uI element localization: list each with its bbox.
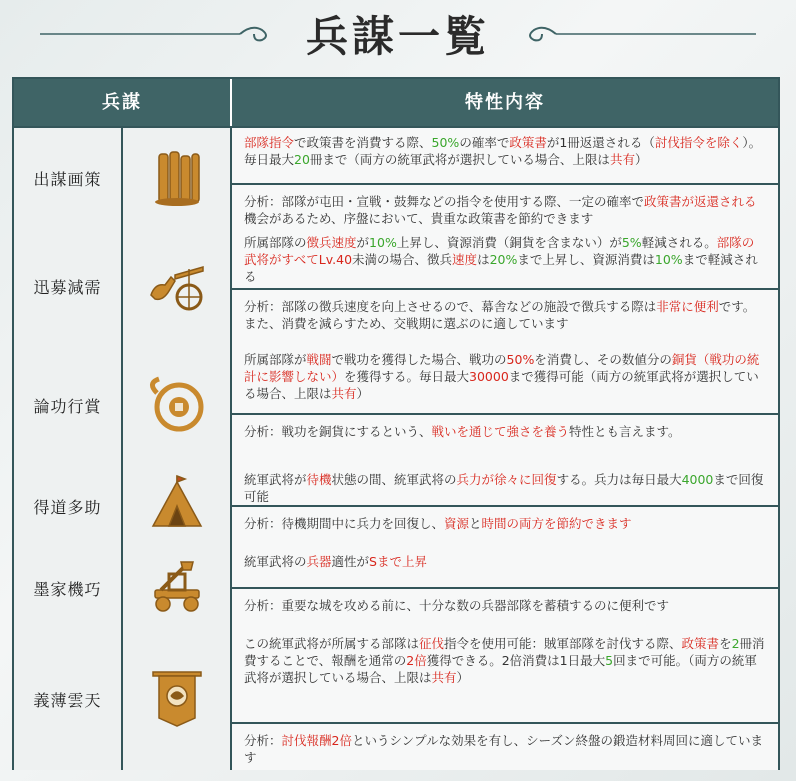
text-segment: 非常に便利 xyxy=(656,299,719,314)
text-segment: と xyxy=(469,516,482,531)
coin-ring-icon xyxy=(145,373,209,437)
analysis-description xyxy=(232,507,778,547)
banner-icon xyxy=(145,668,209,732)
text-segment: で戦功を獲得した場合、戦功の xyxy=(331,352,507,367)
text-segment: 4000 xyxy=(681,472,714,487)
scroll-bundle-icon xyxy=(145,146,209,210)
text-segment: 兵器 xyxy=(306,554,332,569)
text-segment: 指令を使用可能：賊軍部隊を討伐する際、 xyxy=(444,636,682,651)
text-segment: 徴兵速度 xyxy=(306,235,357,250)
strategy-name: 得道多助 xyxy=(14,465,121,547)
text-segment: を消費し、その数値分の xyxy=(534,352,672,367)
analysis-description xyxy=(232,415,778,465)
text-segment: を xyxy=(719,636,732,651)
text-segment: は xyxy=(477,252,490,267)
text-segment: 戦いを通じて強さを養う xyxy=(431,424,570,439)
text-segment: 資源 xyxy=(444,516,470,531)
strategy-table xyxy=(12,77,780,770)
text-segment: まで獲得可能（両方の統軍武将が選択している場合、上限は xyxy=(244,369,759,401)
effect-description xyxy=(232,547,778,587)
text-segment: 時間の両方を節約できます xyxy=(481,516,632,531)
text-segment: 分析： xyxy=(244,733,282,748)
text-segment: 特性とも言えます。 xyxy=(569,424,681,439)
text-segment: 政策書が返還される xyxy=(644,194,757,209)
text-segment: 10% xyxy=(369,235,397,250)
text-segment: というシンプルな効果を有し、シーズン終盤の鍛造材料周回に適しています xyxy=(244,733,764,765)
text-segment: まで軽減される xyxy=(244,252,758,284)
page-title: 兵謀一覧 xyxy=(305,12,490,61)
title-ornament-right xyxy=(516,24,756,44)
text-segment: 状態の間、統軍武将の xyxy=(331,472,457,487)
effect-description xyxy=(232,465,778,505)
text-segment: 上昇し、資源消費（銅貨を含まない）が xyxy=(396,235,622,250)
text-segment: で政策書を消費する際、 xyxy=(294,135,432,150)
text-segment: 討伐指令を除く xyxy=(654,135,743,150)
text-segment: 統軍武将が xyxy=(244,472,307,487)
catapult-icon xyxy=(145,556,209,620)
text-segment: です。また、消費を減らすため、交戦期に選ぶのに適しています xyxy=(244,299,756,331)
text-segment: 銅貨（戦功の統計に影響しない） xyxy=(244,352,760,384)
effect-description xyxy=(232,228,778,288)
text-segment: が xyxy=(356,235,370,250)
text-segment: この統軍武将が所属する部隊は xyxy=(244,636,420,651)
strategy-icon-cell xyxy=(123,547,230,629)
analysis-description xyxy=(232,290,778,345)
chariot-icon xyxy=(145,255,209,319)
text-segment: 政策書 xyxy=(509,135,547,150)
text-segment: 5 xyxy=(605,653,614,668)
text-segment: 2 xyxy=(731,636,740,651)
strategy-name: 論功行賞 xyxy=(14,345,121,465)
tent-icon xyxy=(145,474,209,538)
text-segment: する。兵力は毎日最大 xyxy=(556,472,682,487)
strategy-icon-cell xyxy=(123,128,230,228)
text-segment: 適性が xyxy=(331,554,370,569)
text-segment: が1冊返還される（ xyxy=(546,135,655,150)
text-segment: 分析：重要な城を攻める前に、十分な数の兵器部隊を蓄積するのに便利です xyxy=(244,598,670,613)
text-segment: 分析：戦功を銅貨にするという、 xyxy=(244,424,432,439)
text-segment: 冊まで（両方の統軍武将が選択している場合、上限は xyxy=(309,152,610,167)
table-row xyxy=(14,547,778,629)
analysis-description xyxy=(232,185,778,228)
text-segment: 兵力が徐々に回復 xyxy=(456,472,557,487)
analysis-description xyxy=(232,589,778,629)
text-segment: 所属部隊が xyxy=(244,352,307,367)
strategy-icon-cell xyxy=(123,629,230,770)
effect-description xyxy=(232,629,778,722)
strategy-icon-cell xyxy=(123,228,230,345)
header-strategy: 兵謀 xyxy=(14,79,232,126)
text-segment: 50% xyxy=(506,352,535,367)
text-segment: Sまで上昇 xyxy=(369,554,427,569)
analysis-description xyxy=(232,724,778,770)
title-bar xyxy=(0,0,796,70)
text-segment: 未満の場合、徴兵 xyxy=(352,252,453,267)
text-segment: 獲得できる。2倍消費は1日最大 xyxy=(426,653,606,668)
text-segment: 30000 xyxy=(469,369,509,384)
effect-description xyxy=(232,345,778,413)
strategy-name: 義薄雲天 xyxy=(14,629,121,770)
text-segment: 部隊指令 xyxy=(244,135,295,150)
text-segment: 征伐 xyxy=(419,636,445,651)
text-segment: 機会があるため、序盤において、貴重な政策書を節約できます xyxy=(244,211,594,226)
table-row xyxy=(14,465,778,547)
text-segment: 分析：待機期間中に兵力を回復し、 xyxy=(244,516,445,531)
text-segment: ） xyxy=(456,670,470,685)
text-segment: ） xyxy=(634,152,648,167)
text-segment: 分析：部隊の徴兵速度を向上させるので、幕舎などの施設で徴兵する際は xyxy=(244,299,657,314)
text-segment: 部隊の武将がすべてLv.40 xyxy=(244,235,755,267)
text-segment: まで回復可能 xyxy=(244,472,764,504)
text-segment: 分析：部隊が屯田・宣戦・鼓舞などの指令を使用する際、一定の確率で xyxy=(244,194,645,209)
text-segment: 回まで可能。（両方の統軍武将が選択している場合、上限は xyxy=(244,653,757,685)
text-segment: 20% xyxy=(489,252,518,267)
table-row xyxy=(14,228,778,345)
text-segment: まで上昇し、資源消費は xyxy=(517,252,655,267)
strategy-icon-cell xyxy=(123,465,230,547)
text-segment: 軽減される。 xyxy=(641,235,717,250)
text-segment: 待機 xyxy=(306,472,332,487)
text-segment: 政策書 xyxy=(681,636,720,651)
text-segment: 討伐報酬2倍 xyxy=(281,733,352,748)
strategy-name: 墨家機巧 xyxy=(14,547,121,629)
text-segment: 50% xyxy=(431,135,460,150)
text-segment: 共有 xyxy=(331,386,357,401)
text-segment: 所属部隊の xyxy=(244,235,307,250)
text-segment: 5% xyxy=(621,235,642,250)
text-segment: 2倍 xyxy=(406,653,427,668)
table-row xyxy=(14,345,778,465)
text-segment: 統軍武将の xyxy=(244,554,307,569)
text-segment: 共有 xyxy=(609,152,635,167)
strategy-icon-cell xyxy=(123,345,230,465)
text-segment: ） xyxy=(356,386,370,401)
text-segment: ）。毎日最大 xyxy=(244,135,762,167)
strategy-name: 迅募減需 xyxy=(14,228,121,345)
table-row xyxy=(14,629,778,770)
strategy-name: 出謀画策 xyxy=(14,128,121,228)
header-trait: 特性内容 xyxy=(465,92,545,113)
text-segment: の確率で xyxy=(459,135,510,150)
text-segment: 10% xyxy=(654,252,683,267)
text-segment: 速度 xyxy=(452,252,478,267)
text-segment: 戦闘 xyxy=(306,352,332,367)
text-segment: を獲得する。毎日最大 xyxy=(344,369,470,384)
text-segment: 共有 xyxy=(431,670,457,685)
text-segment: 冊消費することで、報酬を通常の xyxy=(244,636,765,668)
effect-description xyxy=(232,128,778,183)
table-row xyxy=(14,128,778,228)
table-header xyxy=(14,79,778,126)
text-segment: 20 xyxy=(294,152,310,167)
